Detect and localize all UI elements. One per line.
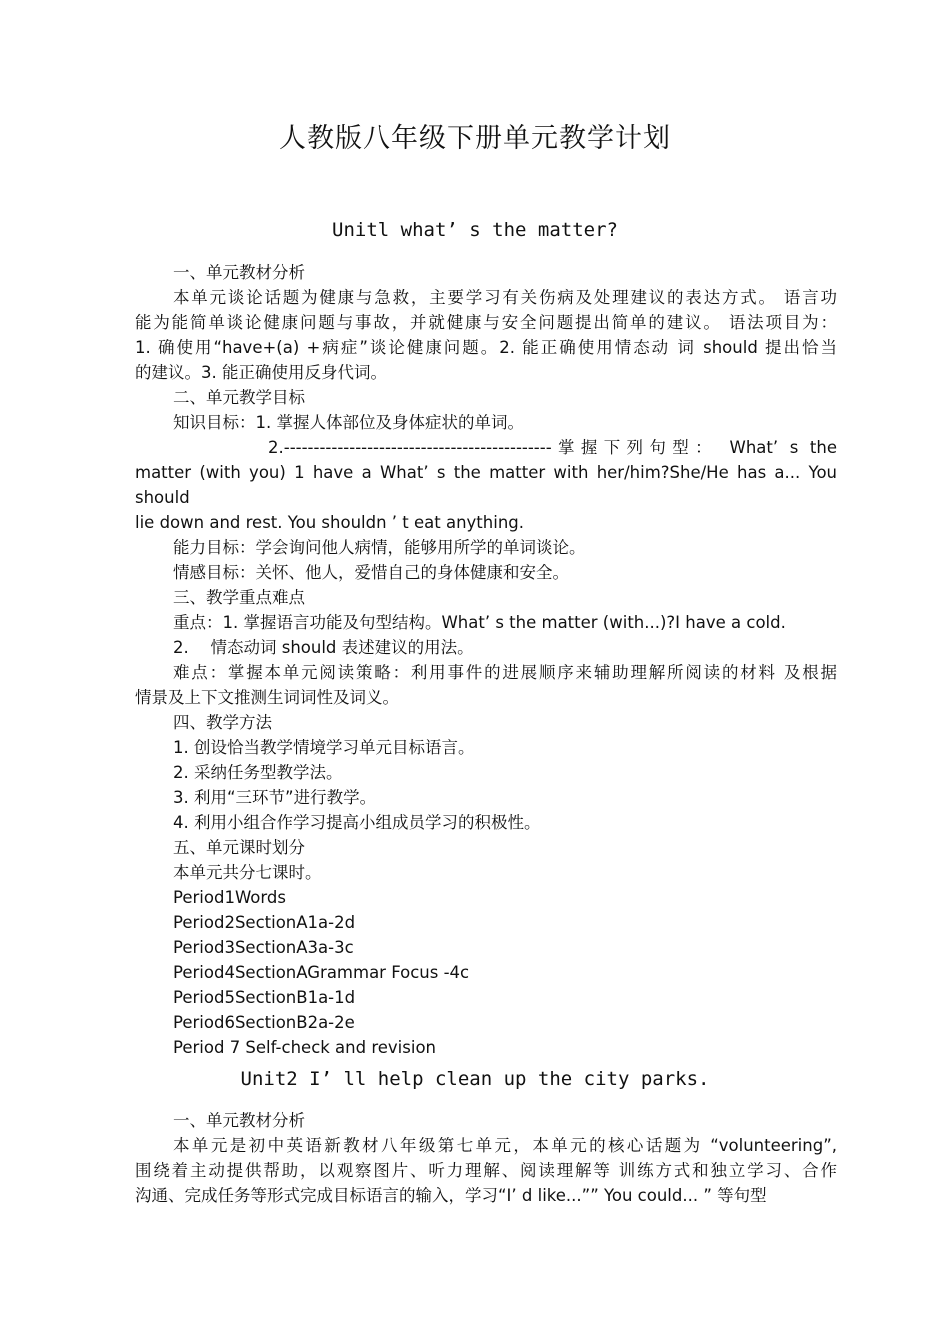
unit2-paragraph-line: 本单元是初中英语新教材八年级第七单元，本单元的核心话题为 “volunteering”, (173, 1136, 837, 1155)
unit1-section3-heading: 三、教学重点难点 (173, 588, 305, 607)
document-title: 人教版八年级下册单元教学计划 (279, 123, 671, 154)
unit1-section1-paragraph-line: 本单元谈论话题为健康与急救，主要学习有关伤病及处理建议的表达方式。 语言功 (173, 288, 837, 307)
unit1-section1-paragraph-line: 能为能简单谈论健康问题与事故，并就健康与安全问题提出简单的建议。 语法项目为： (135, 313, 837, 332)
period-item: Period4SectionAGrammar Focus -4c (173, 963, 470, 982)
unit1-section4-heading: 四、教学方法 (173, 713, 272, 732)
period-item: Period5SectionB1a-1d (173, 988, 356, 1007)
unit2-paragraph-line: 围绕着主动提供帮助，以观察图片、听力理解、阅读理解等 训练方式和独立学习、合作 (135, 1161, 837, 1180)
unit2-title: Unit2 I’ ll help clean up the city parks. (240, 1068, 710, 1090)
unit1-section1-paragraph-line: 的建议。3. 能正确使用反身代词。 (135, 363, 387, 382)
key-point-1: 重点：1. 掌握语言功能及句型结构。What’ s the matter (with...)?I have a cold. (173, 613, 786, 632)
unit1-section2-heading: 二、单元教学目标 (173, 388, 305, 407)
unit2-section1-heading: 一、单元教材分析 (173, 1111, 305, 1130)
period-item: Period2SectionA1a-2d (173, 913, 356, 932)
unit1-title: Unitl what’ s the matter? (332, 219, 618, 241)
unit2-paragraph-line: 沟通、完成任务等形式完成目标语言的输入，学习“I’ d like...”” You could... ” 等句型 (135, 1186, 767, 1205)
knowledge-goal-2-line: should (135, 488, 190, 507)
knowledge-goal-1: 知识目标：1. 掌握人体部位及身体症状的单词。 (173, 413, 524, 432)
key-point-2: 2. 情态动词 should 表述建议的用法。 (173, 638, 474, 657)
method-item: 2. 采纳任务型教学法。 (173, 763, 343, 782)
method-item: 1. 创设恰当教学情境学习单元目标语言。 (173, 738, 475, 757)
unit1-section5-heading: 五、单元课时划分 (173, 838, 305, 857)
period-item: Period 7 Self-check and revision (173, 1038, 437, 1057)
period-item: Period3SectionA3a-3c (173, 938, 354, 957)
knowledge-goal-2-line: lie down and rest. You shouldn ’ t eat anything. (135, 513, 524, 532)
unit1-section1-heading: 一、单元教材分析 (173, 263, 305, 282)
knowledge-goal-2-line: matter (with you) 1 have a What’ s the matter with her/him?She/He has a... You (135, 463, 837, 482)
method-item: 3. 利用“三环节”进行教学。 (173, 788, 377, 807)
difficulty-line: 难点：掌握本单元阅读策略：利用事件的进展顺序来辅助理解所阅读的材料 及根据 (173, 663, 837, 682)
ability-goal: 能力目标：学会询问他人病情，能够用所学的单词谈论。 (173, 538, 586, 557)
knowledge-goal-2: 2.---------------------------------------------掌握下列句型： What’ s the (268, 438, 837, 457)
unit1-section1-paragraph-line: 1. 确使用“have+(a) +病症”谈论健康问题。2. 能正确使用情态动 词 should 提出恰当 (135, 338, 837, 357)
period-item: Period6SectionB2a-2e (173, 1013, 355, 1032)
method-item: 4. 利用小组合作学习提高小组成员学习的积极性。 (173, 813, 541, 832)
emotion-goal: 情感目标：关怀、他人，爱惜自己的身体健康和安全。 (173, 563, 569, 582)
period-item: Period1Words (173, 888, 286, 907)
period-intro: 本单元共分七课时。 (173, 863, 322, 882)
difficulty-line: 情景及上下文推测生词词性及词义。 (135, 688, 399, 707)
